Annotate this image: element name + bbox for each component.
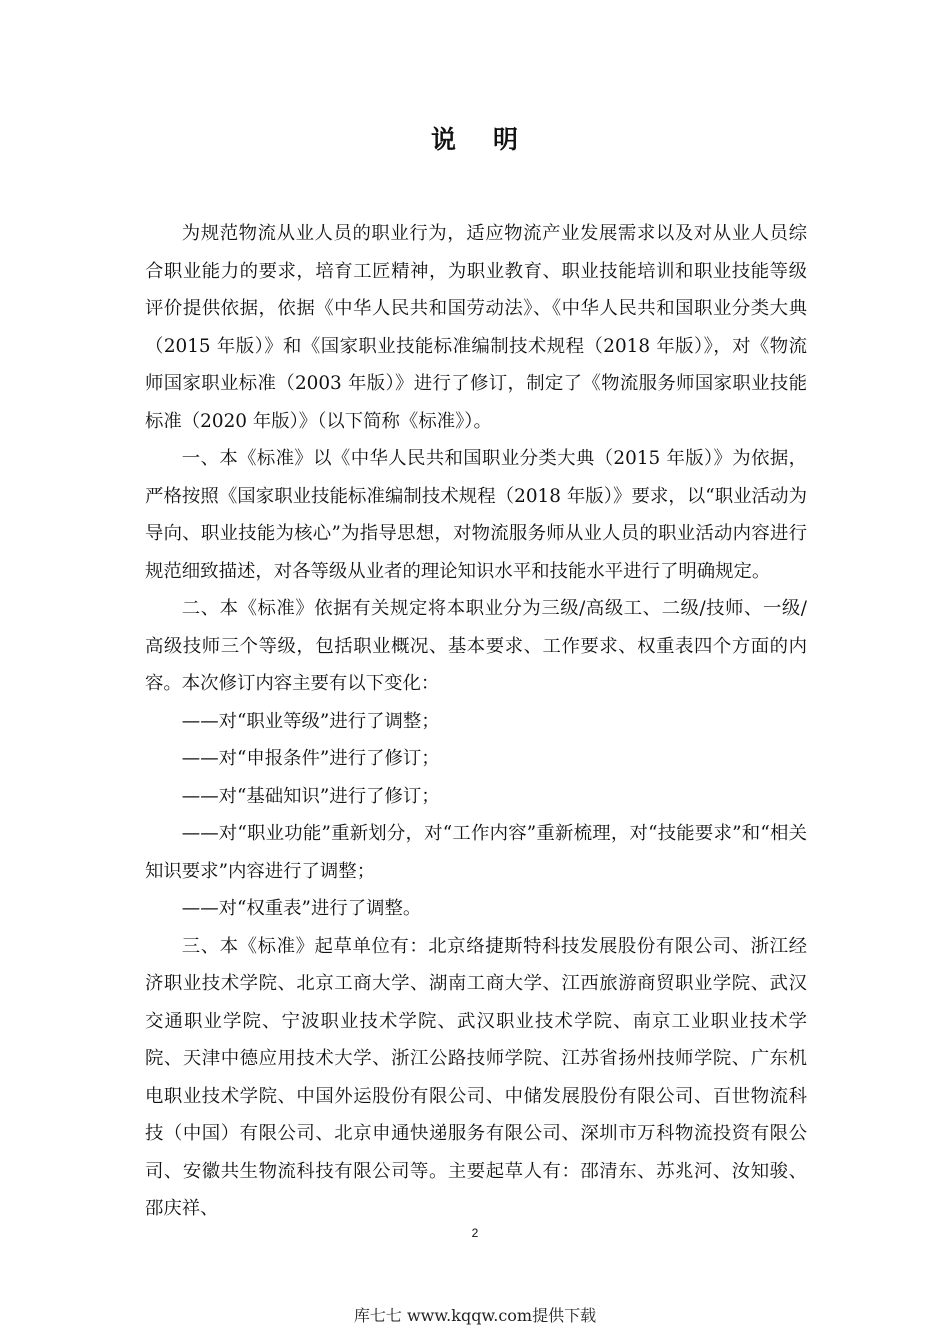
change-item-functions: ——对“职业功能”重新划分，对“工作内容”重新梳理，对“技能要求”和“相关知识要求”内容进行了调整； (145, 823, 807, 882)
download-footer: 库七七 www.kqqw.com提供下载 (353, 1306, 597, 1325)
title-char-2: 明 (493, 125, 520, 154)
section-two-paragraph: 二、本《标准》依据有关规定将本职业分为三级/高级工、二级/技师、一级/高级技师三个等级，包括职业概况、基本要求、工作要求、权重表四个方面的内容。本次修订内容主要有以下变化： (145, 598, 807, 694)
page-number: 2 (471, 1226, 479, 1240)
intro-paragraph: 为规范物流从业人员的职业行为，适应物流产业发展需求以及对从业人员综合职业能力的要求，培育工匠精神，为职业教育、职业技能培训和职业技能等级评价提供依据，依据《中华人民共和国劳动法》、《中华人民共和国职业分类大典（2015 年版）》和《国家职业技能标准编制技术规程（2018 年版）》，对《物流师国家职业标准（2003 年版）》进行了修订，制定了《物流服务师国家职业技能标准（2020 年版）》（以下简称《标准》）。 (145, 223, 807, 432)
change-item-conditions: ——对“申报条件”进行了修订； (181, 748, 440, 769)
change-item-knowledge: ——对“基础知识”进行了修订； (181, 785, 440, 807)
document-body (145, 215, 807, 1228)
title-char-1: 说 (430, 125, 457, 154)
change-item-weights: ——对“权重表”进行了调整。 (181, 898, 422, 919)
section-three-paragraph: 三、本《标准》起草单位有：北京络捷斯特科技发展股份有限公司、浙江经济职业技术学院、北京工商大学、湖南工商大学、江西旅游商贸职业学院、武汉交通职业学院、宁波职业技术学院、武汉职业技术学院、南京工业职业技术学院、天津中德应用技术大学、浙江公路技师学院、江苏省扬州技师学院、广东机电职业技术学院、中国外运股份有限公司、中储发展股份有限公司、百世物流科技（中国）有限公司、北京申通快递服务有限公司、深圳市万科物流投资有限公司、安徽共生物流科技有限公司等。主要起草人有：邵清东、苏兆河、汝知骏、邵庆祥、 (145, 935, 807, 1219)
section-one-paragraph: 一、本《标准》以《中华人民共和国职业分类大典（2015 年版）》为依据，严格按照《国家职业技能标准编制技术规程（2018 年版）》要求，以“职业活动为导向、职业技能为核心”为指导思想，对物流服务师从业人员的职业活动内容进行规范细致描述，对各等级从业者的理论知识水平和技能水平进行了明确规定。 (145, 448, 807, 582)
page-title (0, 120, 950, 156)
change-item-levels: ——对“职业等级”进行了调整； (181, 710, 440, 732)
